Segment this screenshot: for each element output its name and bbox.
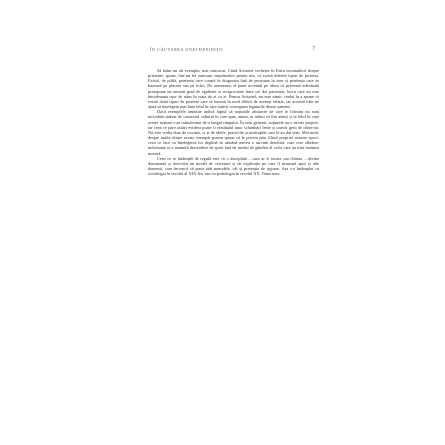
paragraph: Să luăm un alt exemplu, mai cunoscut. Când Aristotel vorbește în Etica nicomahică despre prietenie, spune, într-un fel oarecum surprinzător pentru noi, că există diferite tipuri de prieteni. Există, de pildă, prietenia care constă în dragostea față de persoana în sine și prietenia care se bazează pe plăcere sau pe folos. De asemenea, el pune accentul pe ideea că prietenia adevărată presupune un anumit grad de egalitate și reciprocitate între cei doi parteneri, lucru care nu este întotdeauna ușor de atins în viața de zi cu zi. Pentru Aristotel, nu este nimic ciudat în a spune că există două tipuri de prieteni care se bucură în mod diferit de aceeași relație, iar această idee ne ajută să înțelegem mai bine felul în care anticii concepeau legăturile dintre oameni.: [148, 68, 319, 110]
paragraph: Dacă exemplele amintite indică faptul că noțiunile abstracte pe care le folosim nu sunt niciodată străine de contextul cultural în care apar, atunci ar trebui să fim atenți și la felul în care aceste noțiuni s-au transformat de-a lungul timpului. În sens general, noțiunile au o istorie proprie, iar ceea ce pare astăzi evident poate fi rezultatul unor schimbări lente și uneori greu de observat. Nu este vorba doar de cuvinte, ci și de ideile, practicile și instituțiile care le-au dat sens. Mai mult, despre multe dintre aceste exemple putem spune că le privim prin filtrul propriei noastre epoci, ceea ce face ca înțelegerea lor deplină să rămână mereu o sarcină deschisă, care cere răbdare, informație și o anumită deschidere de spirit față de modul de gândire al celor care au trăit înaintea noastră.: [148, 109, 319, 156]
page-number: 7: [312, 46, 315, 52]
running-head: ÎN CĂUTAREA UNEI DEFINIȚII: [150, 46, 224, 52]
paragraph: Ceea ce se întâmplă de regulă este că o disciplină – cum ar fi istoria sau chimia – devine dominantă și dezvoltă un model de cercetare și de explicație pe care îl urmează apoi și alte domenii, care încearcă să preia atât metodele, cât și pretenția de rigoare. Așa s-a întâmplat cu sociologia în secolul al XIX-lea, sau cu psihologia în secolul XX. Tema mea: [148, 155, 319, 177]
page-header: [150, 44, 315, 54]
body-text: [148, 68, 319, 176]
